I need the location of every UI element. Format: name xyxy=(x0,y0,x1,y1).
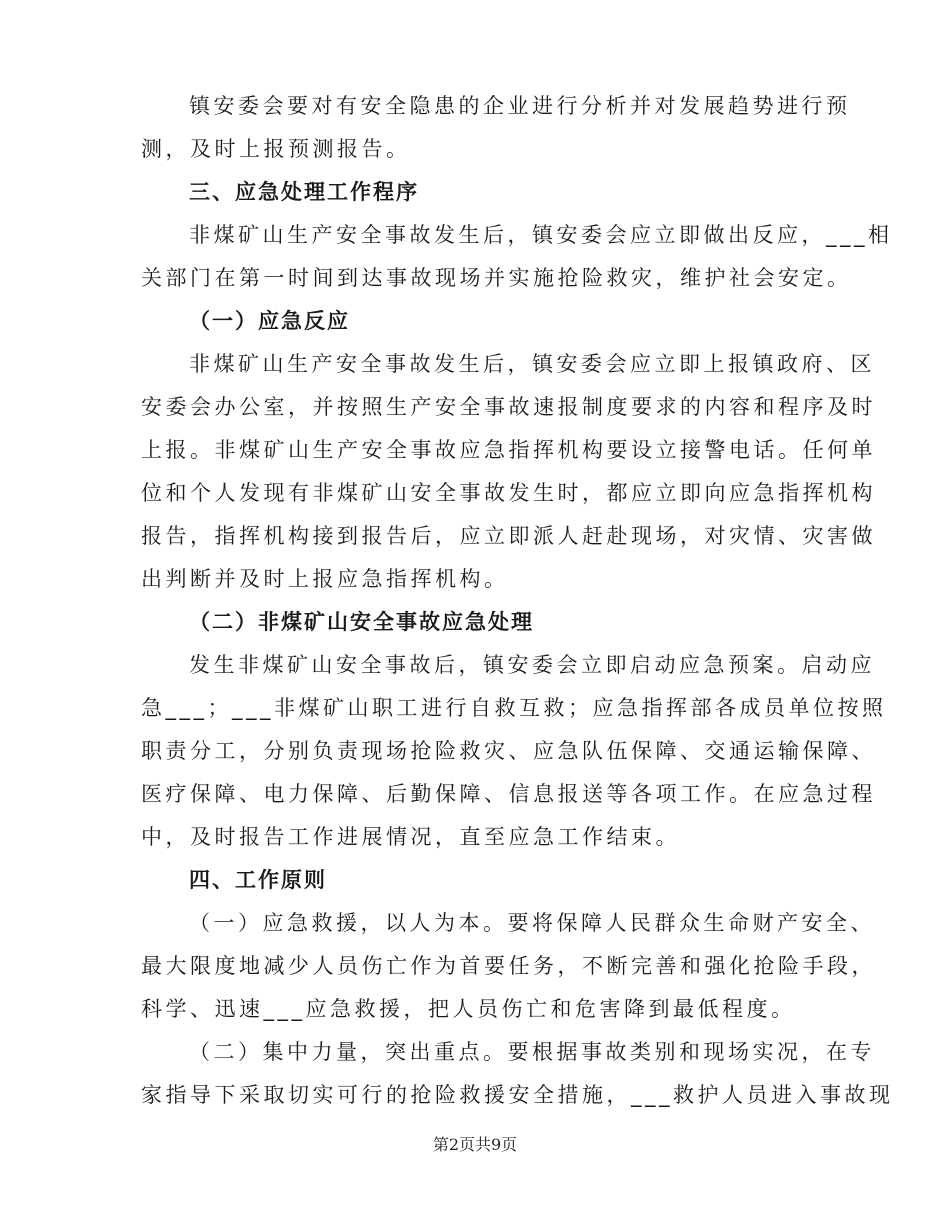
body-line: 上报。非煤矿山生产安全事故应急指挥机构要设立接警电话。任何单 xyxy=(141,438,876,462)
page-number-footer: 第2页共9页 xyxy=(432,1135,518,1154)
body-line: 发生非煤矿山安全事故后，镇安委会立即启动应急预案。启动应 xyxy=(189,653,875,677)
body-line: 关部门在第一时间到达事故现场并实施抢险救灾，维护社会安定。 xyxy=(141,266,852,290)
subsection-heading: （一）应急反应 xyxy=(189,309,350,333)
body-line: 非煤矿山生产安全事故发生后，镇安委会应立即上报镇政府、区 xyxy=(189,352,875,376)
body-line: 家指导下采取切实可行的抢险救援安全措施，___救护人员进入事故现 xyxy=(141,1083,894,1107)
body-line: 职责分工，分别负责现场抢险救灾、应急队伍保障、交通运输保障、 xyxy=(141,739,876,763)
body-line: 出判断并及时上报应急指挥机构。 xyxy=(141,567,509,591)
body-line: 急___；___非煤矿山职工进行自救互救；应急指挥部各成员单位按照 xyxy=(141,696,887,720)
body-line: 最大限度地减少人员伤亡作为首要任务，不断完善和强化抢险手段， xyxy=(141,954,876,978)
body-line: 测，及时上报预测报告。 xyxy=(141,137,411,161)
body-line: 报告，指挥机构接到报告后，应立即派人赶赴现场，对灾情、灾害做 xyxy=(141,524,876,548)
body-line: （二）集中力量，突出重点。要根据事故类别和现场实况，在专 xyxy=(189,1040,875,1064)
body-line: 安委会办公室，并按照生产安全事故速报制度要求的内容和程序及时 xyxy=(141,395,876,419)
section-heading: 三、应急处理工作程序 xyxy=(189,180,419,204)
body-line: 非煤矿山生产安全事故发生后，镇安委会应立即做出反应，___相 xyxy=(189,223,893,247)
body-line: 位和个人发现有非煤矿山安全事故发生时，都应立即向应急指挥机构 xyxy=(141,481,876,505)
subsection-heading: （二）非煤矿山安全事故应急处理 xyxy=(189,610,534,634)
body-line: 中，及时报告工作进展情况，直至应急工作结束。 xyxy=(141,825,680,849)
body-line: 科学、迅速___应急救援，把人员伤亡和危害降到最低程度。 xyxy=(141,997,796,1021)
body-line: 医疗保障、电力保障、后勤保障、信息报送等各项工作。在应急过程 xyxy=(141,782,876,806)
body-line: （一）应急救援，以人为本。要将保障人民群众生命财产安全、 xyxy=(189,911,875,935)
body-line: 镇安委会要对有安全隐患的企业进行分析并对发展趋势进行预 xyxy=(189,94,851,118)
section-heading: 四、工作原则 xyxy=(189,868,327,892)
